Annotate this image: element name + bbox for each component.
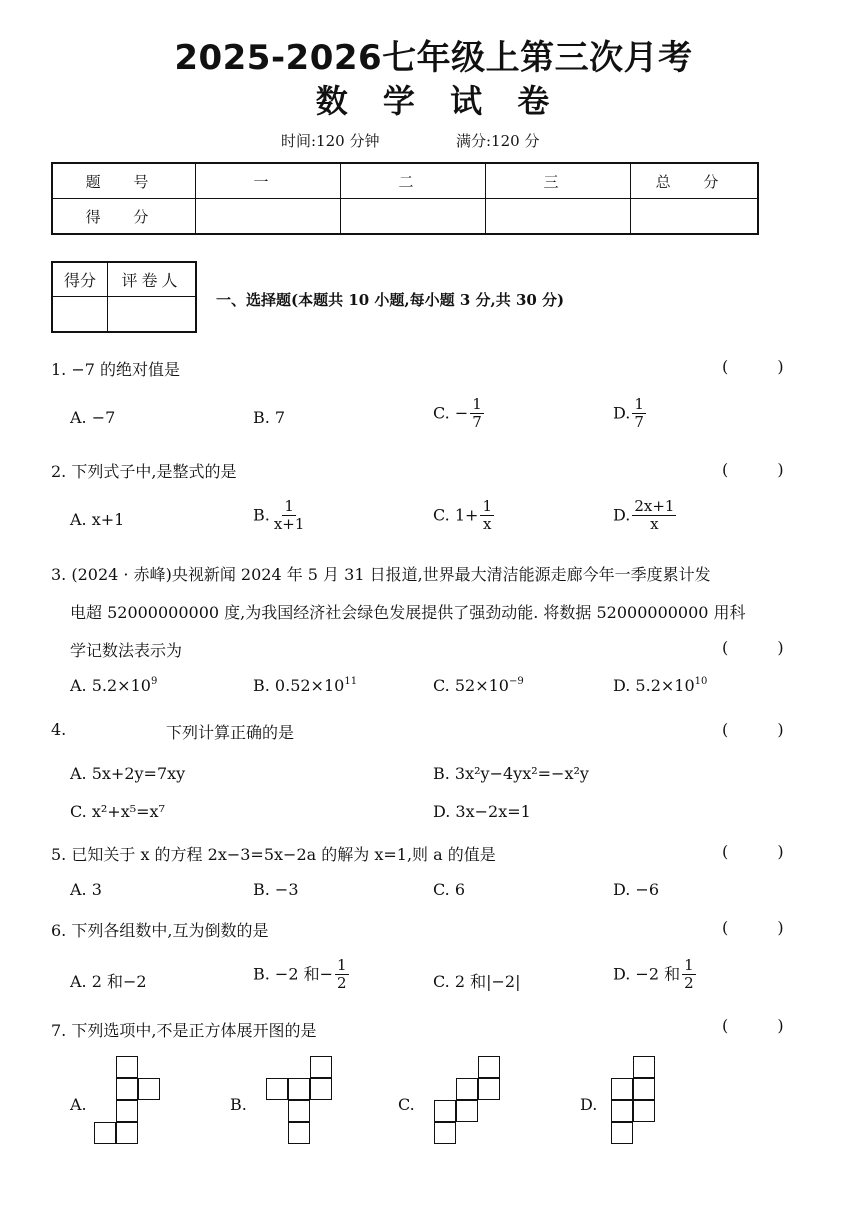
q1-option-d[interactable] xyxy=(613,396,648,432)
question-4-number: 4. xyxy=(51,720,67,739)
net-square xyxy=(138,1078,160,1100)
fraction-denominator: 7 xyxy=(472,413,482,432)
fraction-numerator: 1 xyxy=(482,497,492,515)
q3-option-b[interactable] xyxy=(253,676,357,695)
score-row-label: 得 分 xyxy=(52,199,196,235)
score-cell[interactable] xyxy=(631,199,759,235)
question-7-stem: 7. 下列选项中,不是正方体展开图的是 xyxy=(51,1021,317,1040)
net-square xyxy=(434,1122,456,1144)
option-prefix: C. − xyxy=(433,403,469,423)
q1-option-b[interactable]: B. 7 xyxy=(253,408,286,427)
q3-option-a[interactable] xyxy=(70,676,157,695)
q5-option-a[interactable]: A. 3 xyxy=(70,880,102,899)
q1-option-c[interactable] xyxy=(433,396,486,432)
q6-option-c[interactable]: C. 2 和|−2| xyxy=(433,972,521,991)
q7-option-d-label[interactable]: D. xyxy=(580,1095,598,1114)
exponent: 9 xyxy=(150,676,158,687)
q2-option-b[interactable] xyxy=(253,498,308,534)
net-square xyxy=(611,1100,633,1122)
q1-option-a[interactable]: A. −7 xyxy=(70,408,116,427)
question-2-stem: 2. 下列式子中,是整式的是 xyxy=(51,462,237,481)
net-square xyxy=(116,1122,138,1144)
time-limit: 时间:120 分钟 xyxy=(281,132,380,150)
option-prefix: D. −2 和 xyxy=(613,964,681,984)
net-square xyxy=(434,1100,456,1122)
option-prefix: B. xyxy=(253,505,270,525)
question-3-line-1: 3. (2024 · 赤峰)央视新闻 2024 年 5 月 31 日报道,世界最大清洁能源走廊今年一季度累计发 xyxy=(51,565,711,584)
net-square xyxy=(94,1122,116,1144)
net-square xyxy=(456,1100,478,1122)
fraction-numerator: 1 xyxy=(337,956,347,974)
fraction xyxy=(272,498,307,534)
q7-option-c-label[interactable]: C. xyxy=(398,1095,415,1114)
q6-option-a[interactable]: A. 2 和−2 xyxy=(70,972,147,991)
question-5-stem: 5. 已知关于 x 的方程 2x−3=5x−2a 的解为 x=1,则 a 的值是 xyxy=(51,845,496,864)
q5-option-c[interactable]: C. 6 xyxy=(433,880,466,899)
net-square xyxy=(611,1122,633,1144)
option-prefix: B. −2 和− xyxy=(253,964,334,984)
question-6-stem: 6. 下列各组数中,互为倒数的是 xyxy=(51,921,269,940)
q4-option-b[interactable]: B. 3x²y−4yx²=−x²y xyxy=(433,764,589,783)
answer-blank[interactable]: ( ) xyxy=(722,638,806,657)
fraction xyxy=(335,957,349,993)
fraction-denominator: 2 xyxy=(337,974,347,993)
net-square xyxy=(266,1078,288,1100)
option-text: B. 0.52×10 xyxy=(253,676,345,695)
fraction-denominator: x xyxy=(650,515,659,534)
exam-subtitle: 数 学 试 卷 xyxy=(315,82,562,120)
q7-option-b-label[interactable]: B. xyxy=(230,1095,247,1114)
fraction xyxy=(470,396,484,432)
net-square xyxy=(116,1078,138,1100)
score-header-cell: 二 xyxy=(341,163,486,199)
grader-score-label: 得分 xyxy=(52,262,108,296)
answer-blank[interactable]: ( ) xyxy=(722,842,806,861)
option-prefix: D. xyxy=(613,403,631,423)
exponent: 11 xyxy=(344,676,358,687)
net-square xyxy=(633,1078,655,1100)
score-cell[interactable] xyxy=(341,199,486,235)
exam-title: 2025-2026七年级上第三次月考 xyxy=(174,38,693,78)
fraction xyxy=(480,498,494,534)
fraction xyxy=(682,957,696,993)
question-4-stem: 下列计算正确的是 xyxy=(166,723,295,742)
fraction-denominator: x+1 xyxy=(273,515,305,534)
q7-option-a-label[interactable]: A. xyxy=(70,1095,87,1114)
q4-option-c[interactable]: C. x²+x⁵=x⁷ xyxy=(70,802,165,821)
net-square xyxy=(288,1078,310,1100)
question-1-stem: 1. −7 的绝对值是 xyxy=(51,360,181,379)
q4-option-a[interactable]: A. 5x+2y=7xy xyxy=(70,764,186,783)
fraction-denominator: 7 xyxy=(634,413,644,432)
net-square xyxy=(633,1100,655,1122)
answer-blank[interactable]: ( ) xyxy=(722,1016,806,1035)
score-table xyxy=(51,162,759,235)
fraction-numerator: 1 xyxy=(472,395,482,413)
q3-option-d[interactable] xyxy=(613,676,707,695)
option-text: D. 5.2×10 xyxy=(613,676,695,695)
answer-blank[interactable]: ( ) xyxy=(722,357,806,376)
answer-blank[interactable]: ( ) xyxy=(722,720,806,739)
net-square xyxy=(310,1078,332,1100)
fraction xyxy=(632,498,676,534)
net-square xyxy=(116,1100,138,1122)
net-square xyxy=(310,1056,332,1078)
fraction-numerator: 1 xyxy=(634,395,644,413)
score-cell[interactable] xyxy=(196,199,341,235)
full-score: 满分:120 分 xyxy=(456,132,540,150)
answer-blank[interactable]: ( ) xyxy=(722,918,806,937)
q4-option-d[interactable]: D. 3x−2x=1 xyxy=(433,802,531,821)
net-square xyxy=(478,1078,500,1100)
question-3-line-3: 学记数法表示为 xyxy=(70,641,183,660)
q5-option-d[interactable]: D. −6 xyxy=(613,880,660,899)
q6-option-d[interactable] xyxy=(613,957,698,993)
q5-option-b[interactable]: B. −3 xyxy=(253,880,299,899)
fraction-denominator: x xyxy=(482,515,492,534)
option-text: A. 5.2×10 xyxy=(70,676,151,695)
score-header-cell: 总 分 xyxy=(631,163,759,199)
q2-option-d[interactable] xyxy=(613,498,678,534)
answer-blank[interactable]: ( ) xyxy=(722,460,806,479)
q2-option-c[interactable] xyxy=(433,498,496,534)
grader-score-cell[interactable] xyxy=(52,296,108,332)
score-cell[interactable] xyxy=(486,199,631,235)
score-header-cell: 题 号 xyxy=(52,163,196,199)
q6-option-b[interactable] xyxy=(253,957,351,993)
grader-table xyxy=(51,261,197,333)
option-text: C. 52×10 xyxy=(433,676,509,695)
score-header-cell: 三 xyxy=(486,163,631,199)
net-square xyxy=(633,1056,655,1078)
fraction-numerator: 1 xyxy=(284,497,294,515)
fraction-numerator: 2x+1 xyxy=(634,497,675,515)
fraction-numerator: 1 xyxy=(684,956,694,974)
net-square xyxy=(116,1056,138,1078)
q2-option-a[interactable]: A. x+1 xyxy=(70,510,125,529)
q3-option-c[interactable] xyxy=(433,676,524,695)
option-prefix: D. xyxy=(613,505,631,525)
fraction xyxy=(632,396,646,432)
net-square xyxy=(611,1078,633,1100)
section-heading: 一、选择题(本题共 10 小题,每小题 3 分,共 30 分) xyxy=(216,291,565,309)
net-square xyxy=(288,1100,310,1122)
net-square xyxy=(456,1078,478,1100)
net-square xyxy=(288,1122,310,1144)
exponent: −9 xyxy=(508,676,524,687)
net-square xyxy=(478,1056,500,1078)
question-3-line-2: 电超 52000000000 度,为我国经济社会绿色发展提供了强劲动能. 将数据 52000000000 用科 xyxy=(70,603,746,622)
fraction-denominator: 2 xyxy=(684,974,694,993)
option-prefix: C. 1+ xyxy=(433,505,479,525)
exponent: 10 xyxy=(694,676,708,687)
grader-name-label: 评卷人 xyxy=(108,262,197,296)
grader-name-cell[interactable] xyxy=(108,296,197,332)
score-header-cell: 一 xyxy=(196,163,341,199)
